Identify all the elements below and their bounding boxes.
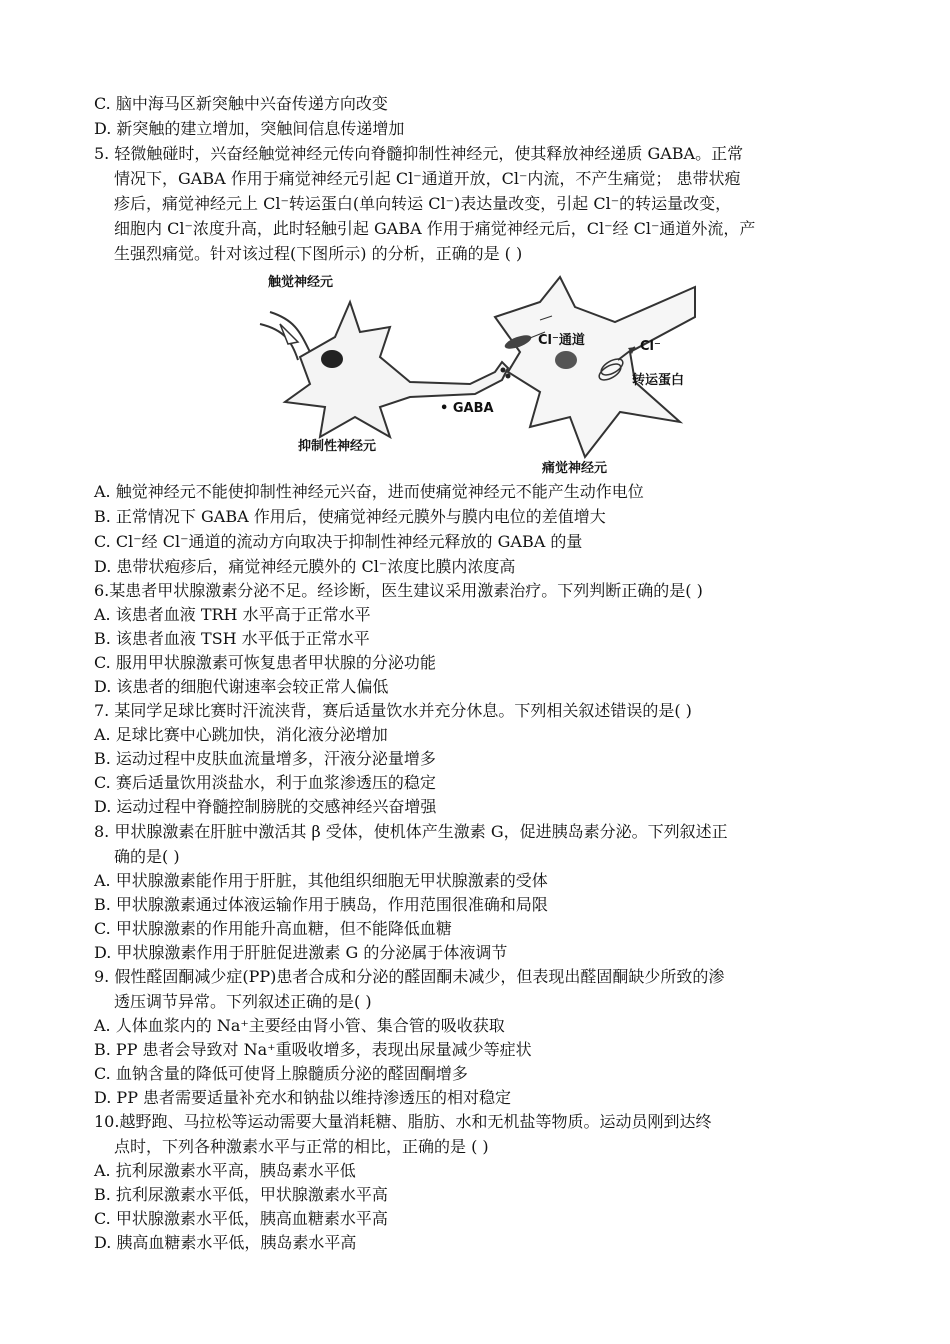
q8-option-b: B. 甲状腺激素通过体液运输作用于胰岛，作用范围很准确和局限: [94, 895, 548, 914]
q5-stem-line-5: 生强烈痛觉。针对该过程(下图所示) 的分析，正确的是 ( ): [114, 244, 523, 263]
q9-option-b: B. PP 患者会导致对 Na⁺重吸收增多，表现出尿量减少等症状: [94, 1040, 532, 1059]
q10-option-c: C. 甲状腺激素水平低，胰高血糖素水平高: [94, 1209, 388, 1228]
q6-option-a: A. 该患者血液 TRH 水平高于正常水平: [94, 605, 371, 624]
gaba-label: • GABA: [440, 401, 494, 416]
q4-option-d: D. 新突触的建立增加，突触间信息传递增加: [94, 119, 405, 138]
neuron-diagram: [240, 272, 700, 477]
q10-option-a: A. 抗利尿激素水平高，胰岛素水平低: [94, 1161, 356, 1180]
q5-option-c: C. Cl⁻经 Cl⁻通道的流动方向取决于抑制性神经元释放的 GABA 的量: [94, 532, 583, 551]
q5-stem-line-1: 5. 轻微触碰时，兴奋经触觉神经元传向脊髓抑制性神经元，使其释放神经递质 GABA。正常: [94, 144, 744, 163]
q8-stem-line-2: 确的是( ): [114, 847, 180, 866]
q5-option-a: A. 触觉神经元不能使抑制性神经元兴奋，进而使痛觉神经元不能产生动作电位: [94, 482, 644, 501]
pain-neuron-label: 痛觉神经元: [542, 461, 608, 476]
q8-option-a: A. 甲状腺激素能作用于肝脏，其他组织细胞无甲状腺激素的受体: [94, 871, 548, 890]
q10-option-d: D. 胰高血糖素水平低，胰岛素水平高: [94, 1233, 357, 1252]
q5-stem-line-2: 情况下，GABA 作用于痛觉神经元引起 Cl⁻通道开放，Cl⁻内流，不产生痛觉； 患带状疱: [114, 169, 741, 188]
q5-option-b: B. 正常情况下 GABA 作用后，使痛觉神经元膜外与膜内电位的差值增大: [94, 507, 606, 526]
q10-option-b: B. 抗利尿激素水平低，甲状腺激素水平高: [94, 1185, 388, 1204]
transporter-label: 转运蛋白: [632, 373, 685, 388]
q7-option-a: A. 足球比赛中心跳加快，消化液分泌增加: [94, 725, 388, 744]
cl-channel-label: Cl⁻通道: [538, 333, 585, 348]
q10-stem-line-1: 10.越野跑、马拉松等运动需要大量消耗糖、脂肪、水和无机盐等物质。运动员刚到达终: [94, 1112, 712, 1131]
q8-option-c: C. 甲状腺激素的作用能升高血糖，但不能降低血糖: [94, 919, 452, 938]
q5-stem-line-4: 细胞内 Cl⁻浓度升高，此时轻触引起 GABA 作用于痛觉神经元后，Cl⁻经 Cl⁻通道外流，产: [114, 219, 756, 238]
q10-stem-line-2: 点时，下列各种激素水平与正常的相比，正确的是 ( ): [114, 1137, 489, 1156]
q6-option-b: B. 该患者血液 TSH 水平低于正常水平: [94, 629, 370, 648]
q8-stem-line-1: 8. 甲状腺激素在肝脏中激活其 β 受体，使机体产生激素 G，促进胰岛素分泌。下列叙述正: [94, 822, 728, 841]
q7-option-b: B. 运动过程中皮肤血流量增多，汗液分泌量增多: [94, 749, 436, 768]
q6-option-d: D. 该患者的细胞代谢速率会较正常人偏低: [94, 677, 389, 696]
q9-option-a: A. 人体血浆内的 Na⁺主要经由肾小管、集合管的吸收获取: [94, 1016, 505, 1035]
q9-stem-line-2: 透压调节异常。下列叙述正确的是( ): [114, 992, 372, 1011]
q6-option-c: C. 服用甲状腺激素可恢复患者甲状腺的分泌功能: [94, 653, 436, 672]
q6-stem: 6.某患者甲状腺激素分泌不足。经诊断，医生建议采用激素治疗。下列判断正确的是( ): [94, 581, 703, 600]
q4-option-c: C. 脑中海马区新突触中兴奋传递方向改变: [94, 94, 388, 113]
q5-stem-line-3: 疹后，痛觉神经元上 Cl⁻转运蛋白(单向转运 Cl⁻)表达量改变，引起 Cl⁻的转运量改变，: [114, 194, 732, 213]
touch-neuron-label: 触觉神经元: [268, 275, 334, 290]
q7-option-d: D. 运动过程中脊髓控制膀胱的交感神经兴奋增强: [94, 797, 437, 816]
q8-option-d: D. 甲状腺激素作用于肝脏促进激素 G 的分泌属于体液调节: [94, 943, 508, 962]
inhibitory-neuron-label: 抑制性神经元: [298, 439, 377, 454]
q9-option-c: C. 血钠含量的降低可使肾上腺髓质分泌的醛固酮增多: [94, 1064, 468, 1083]
q9-option-d: D. PP 患者需要适量补充水和钠盐以维持渗透压的相对稳定: [94, 1088, 512, 1107]
q9-stem-line-1: 9. 假性醛固酮减少症(PP)患者合成和分泌的醛固酮未减少，但表现出醛固酮缺少所致的渗: [94, 967, 725, 986]
q5-option-d: D. 患带状疱疹后，痛觉神经元膜外的 Cl⁻浓度比膜内浓度高: [94, 557, 516, 576]
q7-option-c: C. 赛后适量饮用淡盐水，利于血浆渗透压的稳定: [94, 773, 436, 792]
cl-ion-label: Cl⁻: [640, 339, 661, 354]
q7-stem: 7. 某同学足球比赛时汗流浃背，赛后适量饮水并充分休息。下列相关叙述错误的是( ): [94, 701, 692, 720]
